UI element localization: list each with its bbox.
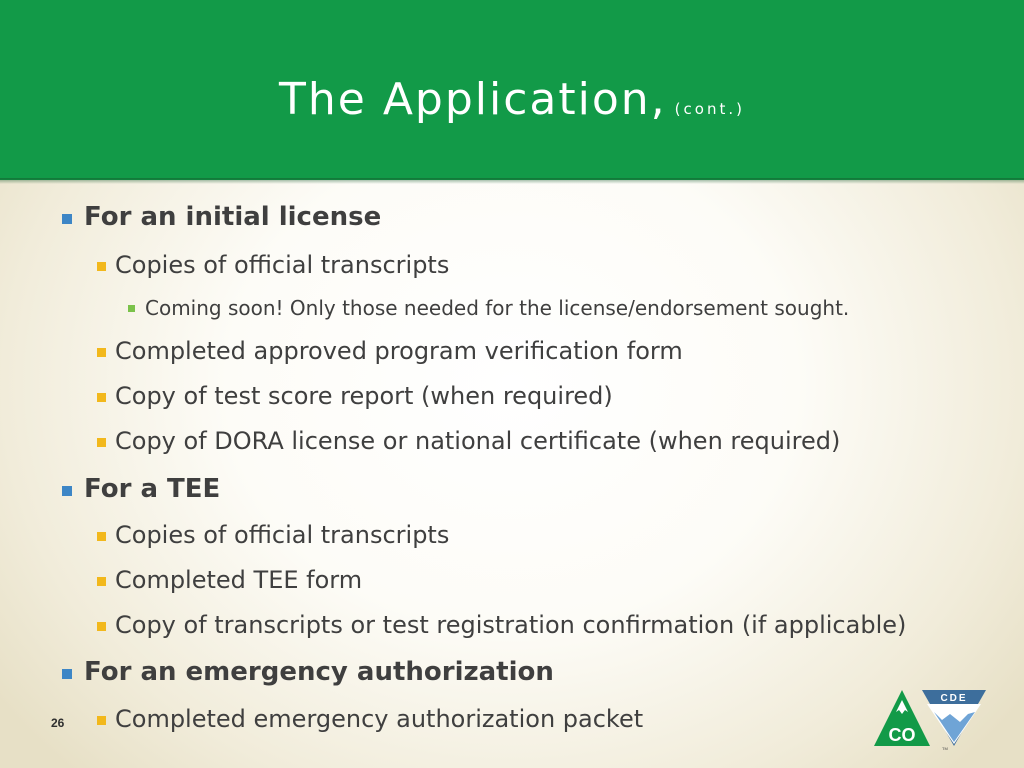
title-subtitle: (cont.) <box>674 100 745 118</box>
page-number: 26 <box>51 716 65 730</box>
square-bullet-icon <box>97 622 106 631</box>
bullet-text: Copies of official transcripts <box>115 251 450 279</box>
bullet-text: Copy of DORA license or national certificate (when required) <box>115 427 841 455</box>
square-bullet-icon <box>97 393 106 402</box>
bullet-text: For an initial license <box>84 202 382 232</box>
bullet-text: Coming soon! Only those needed for the license/endorsement sought. <box>145 296 850 320</box>
logo-cde-text: CDE <box>940 693 968 704</box>
bullet-text: Copy of transcripts or test registration confirmation (if applicable) <box>115 611 907 639</box>
square-bullet-icon <box>97 577 106 586</box>
bullet-text: For an emergency authorization <box>84 657 554 687</box>
banner-shadow <box>0 178 1024 184</box>
bullet-text: For a TEE <box>84 474 221 504</box>
logo-trademark: TM <box>942 746 948 751</box>
bullet-text: Copies of official transcripts <box>115 521 450 549</box>
bullet-text: Completed TEE form <box>115 566 363 594</box>
square-bullet-icon <box>97 438 106 447</box>
title-banner <box>0 0 1024 180</box>
square-bullet-icon <box>62 669 72 679</box>
square-bullet-icon <box>62 486 72 496</box>
logo-co-text: CO <box>888 725 916 745</box>
slide-title <box>0 74 1024 125</box>
bullet-text: Completed approved program verification form <box>115 337 683 365</box>
square-bullet-icon <box>97 348 106 357</box>
square-bullet-icon <box>128 305 135 312</box>
square-bullet-icon <box>97 532 106 541</box>
square-bullet-icon <box>97 262 106 271</box>
title-main: The Application, <box>279 74 667 125</box>
bullet-text: Completed emergency authorization packet <box>115 705 644 733</box>
bullet-text: Copy of test score report (when required) <box>115 382 613 410</box>
cde-co-logo <box>872 688 988 752</box>
square-bullet-icon <box>97 716 106 725</box>
square-bullet-icon <box>62 214 72 224</box>
